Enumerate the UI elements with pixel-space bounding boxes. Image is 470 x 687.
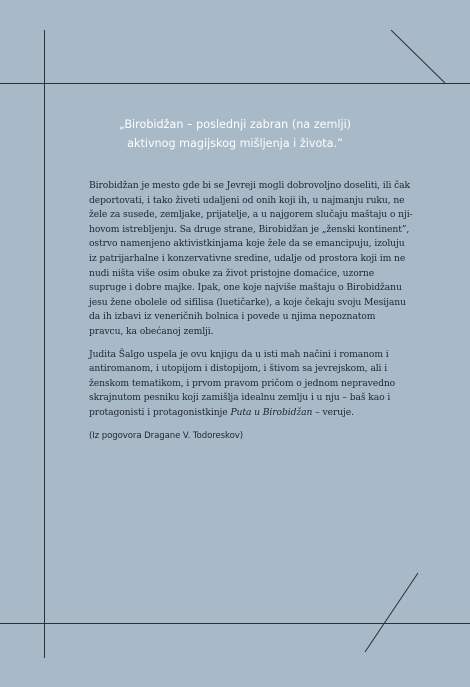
pull-quote: [60, 115, 410, 153]
p2-last-line-end: – veruje.: [312, 406, 354, 418]
vertical-rule: [44, 30, 45, 658]
p1-line: jesu žene obolele od sifilisa (luetičarke), a koje čekaju svoju Mesijanu: [89, 296, 406, 308]
pull-quote-line-2: aktivnog magijskog mišljenja i života.”: [127, 137, 343, 150]
p1-line: da ih izbavi iz veneričnih bolnica i povede u njima nepoznatom: [89, 311, 376, 323]
paragraph-2: [89, 348, 409, 421]
p1-line: žele za susede, zemljake, prijatelje, a u najgorem slučaju maštaju o nji-: [89, 209, 413, 221]
bottom-horizontal-rule: [0, 623, 470, 624]
p1-line: nudi ništa više osim obuke za život pristojne domaćice, uzorne: [89, 267, 375, 279]
p2-last-line: [89, 406, 409, 421]
p2-line: ženskom tematikom, i prvom pravom pričom o jednom nepravedno: [89, 377, 396, 389]
p1-line: pravcu, ka obećanoj zemlji.: [89, 325, 214, 337]
p1-line: iz patrijarhalne i konzervativne sredine, udalje od prostora koji im ne: [89, 252, 406, 264]
p2-line: antiromanom, i utopijom i distopijom, i štivom sa jevrejskom, ali i: [89, 363, 388, 375]
p2-line: skrajnutom pesniku koji zamišlja idealnu zemlju i u nju – baš kao i: [89, 392, 391, 404]
p1-line: supruge i dobre majke. Ipak, one koje najviše maštaju o Birobidžanu: [89, 282, 402, 294]
paragraph-1: [89, 179, 413, 340]
top-diagonal-rule: [391, 30, 445, 83]
p2-line: Judita Šalgo uspela je ovu knjigu da u isti mah načini i romanom i: [89, 348, 389, 360]
p2-last-line-start: protagonisti i protagonistkinje: [89, 406, 231, 418]
p1-line: Birobidžan je mesto gde bi se Jevreji mogli dobrovoljno doseliti, ili čak: [89, 180, 411, 191]
source-attribution: (Iz pogovora Dragane V. Todoreskov): [89, 430, 244, 441]
p1-line: deportovati, i tako živeti udaljeni od onih koji ih, u najmanju ruku, ne: [89, 194, 405, 206]
back-cover-text: [89, 179, 413, 443]
top-horizontal-rule: [0, 83, 470, 84]
p1-line: hovom istrebljenju. Sa druge strane, Birobidžan je „ženski kontinent”,: [89, 223, 410, 235]
pull-quote-line-1: „Birobidžan – poslednji zabran (na zemlji): [118, 118, 352, 131]
bottom-diagonal-rule: [365, 573, 418, 652]
book-title: Puta u Birobidžan: [230, 406, 313, 418]
p1-line: ostrvo namenjeno aktivistkinjama koje žele da se emancipuju, izoluju: [89, 238, 405, 250]
